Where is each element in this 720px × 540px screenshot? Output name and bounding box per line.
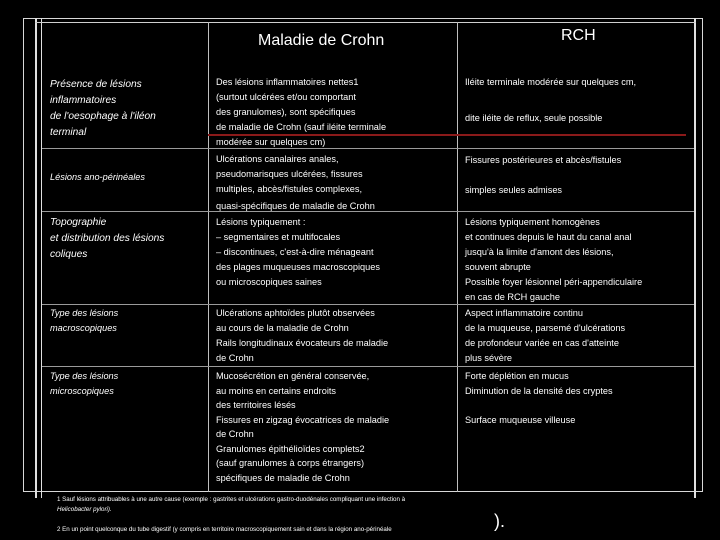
row-1-rch-line2: dite iléite de reflux, seule possible: [465, 113, 603, 123]
footnote-1-italic: Helicobacter pylori).: [57, 506, 112, 513]
row-label-3: Topographie et distribution des lésions coliques: [50, 217, 165, 260]
row-label-1: Présence de lésions inflammatoires de l'oesophage à l'iléon terminal: [50, 79, 156, 138]
footnote-1: 1 Sauf lésions attribuables à une autre cause (exemple : gastrites et ulcérations gastro-duodénales compliquant une infection à: [57, 496, 406, 503]
row-1-crohn: Des lésions inflammatoires nettes1 (surtout ulcérées et/ou comportant des granulomes), sont spécifiques de maladie de Crohn (sauf iléite terminale modérée sur quelques cm): [216, 77, 387, 147]
row-divider: [42, 304, 694, 305]
row-4-crohn: Ulcérations aphtoïdes plutôt observées au cours de la maladie de Crohn Rails longitudinaux évocateurs de maladie de Crohn: [216, 308, 389, 363]
row-5-crohn: Mucosécrétion en général conservée, au moins en certains endroits des territoires lésés Fissures en zigzag évocatrices de maladie de Crohn Granulomes épithélioïdes complets2 (sauf granulomes à corps étrangers) spécifiques de maladie de Crohn: [216, 371, 390, 483]
row-5-rch-lines: Forte déplétion en mucus Diminution de la densité des cryptes: [465, 371, 613, 396]
row-divider: [42, 211, 694, 212]
column-divider-2: [457, 22, 458, 492]
row-label-2: Lésions ano-périnéales: [50, 172, 146, 182]
row-1-rch-line1: Iléite terminale modérée sur quelques cm,: [465, 77, 637, 87]
row-divider: [42, 148, 694, 149]
frame-rule-top: [35, 22, 696, 23]
row-divider: [42, 366, 694, 367]
frame-rule-right: [694, 18, 696, 498]
footnote-2: 2 En un point quelconque du tube digestif (y compris en territoire macroscopiquement sain et dans la région ano-périnéale: [57, 526, 392, 533]
row-2-rch-line2: simples seules admises: [465, 185, 563, 195]
row-5-rch-line3: Surface muqueuse villeuse: [465, 415, 576, 425]
column-divider-1: [208, 22, 209, 492]
column-header-crohn: Maladie de Crohn: [258, 32, 385, 49]
row-label-4: Type des lésions macroscopiques: [50, 308, 119, 333]
row-label-5: Type des lésions microscopiques: [50, 371, 119, 396]
row-2-crohn: Ulcérations canalaires anales, pseudomarisques ulcérées, fissures multiples, abcès/fistules complexes, quasi-spécifiques de maladie de Crohn: [216, 154, 375, 211]
frame-rule-left-inner: [41, 18, 42, 498]
row-3-rch: Lésions typiquement homogènes et continues depuis le haut du canal anal jusqu'à la limite d'amont des lésions, souvent abrupte Possible foyer lésionnel péri-appendiculaire en cas de RCH gauche: [465, 217, 643, 302]
frame-rule-left: [35, 18, 37, 498]
footnote-2-end: ).: [494, 511, 505, 531]
column-header-rch: RCH: [561, 27, 596, 44]
row-4-rch: Aspect inflammatoire continu de la muqueuse, parsemé d'ulcérations de profondeur variée en cas d'atteinte plus sévère: [465, 308, 626, 363]
row-2-rch-line1: Fissures postérieures et abcès/fistules: [465, 155, 622, 165]
row-3-crohn: Lésions typiquement : – segmentaires et multifocales – discontinues, c'est-à-dire ménageant des plages muqueuses macroscopiques ou microscopiques saines: [216, 217, 380, 287]
